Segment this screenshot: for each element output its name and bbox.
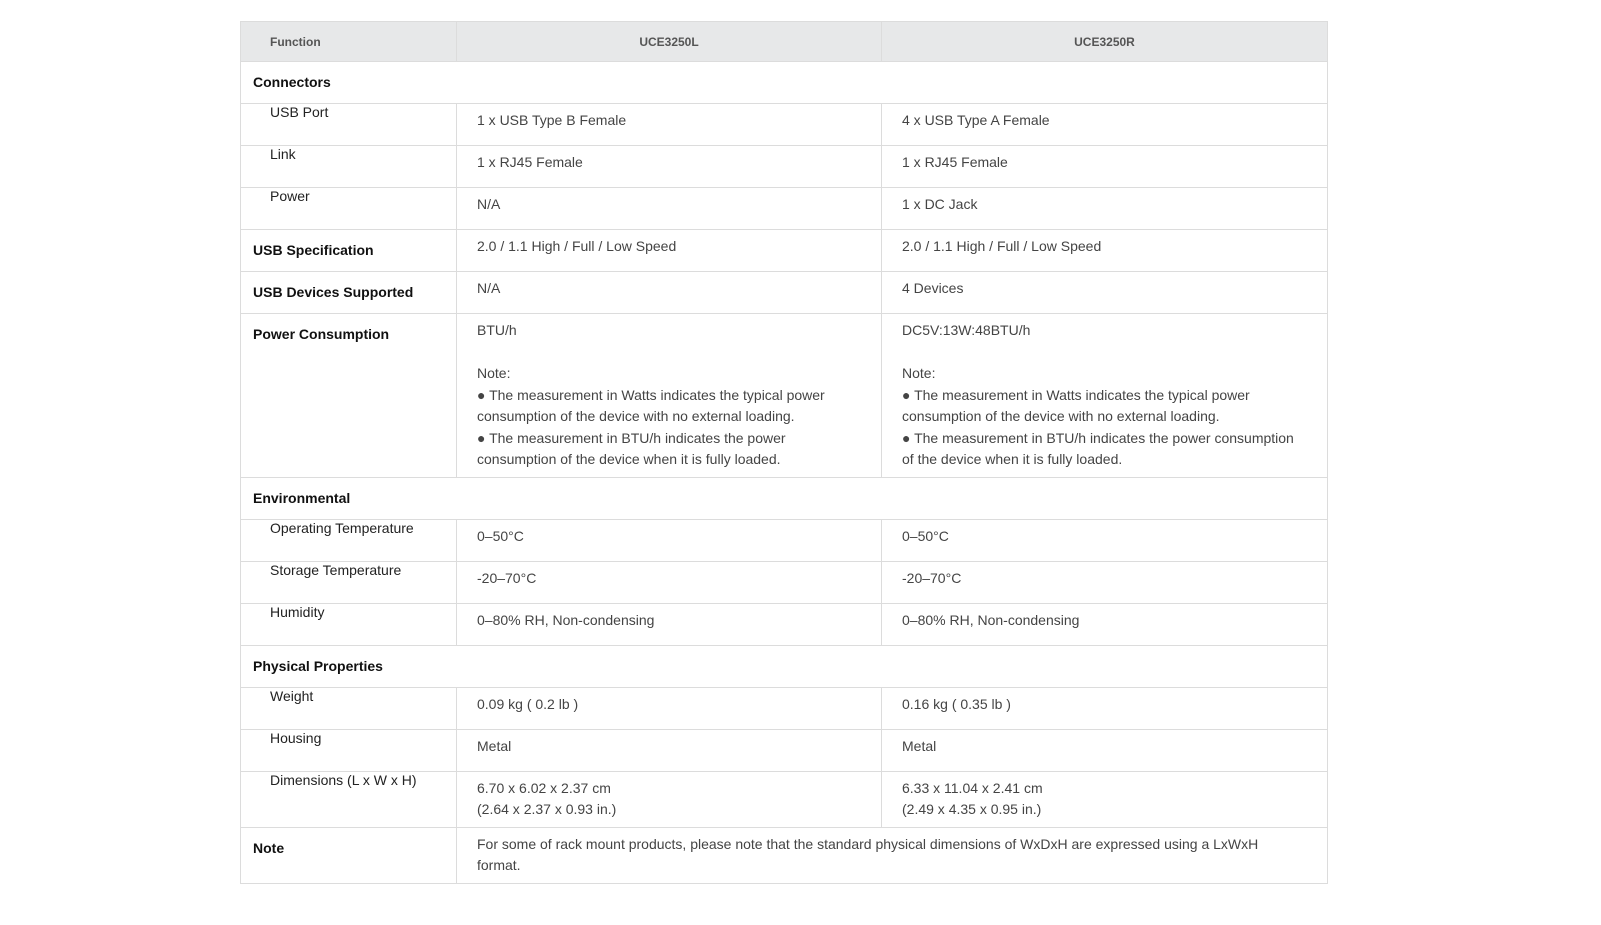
cell-power-consumption-right [882, 314, 1328, 478]
note-title: Note: [477, 365, 511, 381]
table-row-dimensions [241, 771, 1328, 827]
cell-storage-temp-left: -20–70°C [457, 561, 882, 603]
dimensions-cm: 6.33 x 11.04 x 2.41 cm [902, 779, 1043, 796]
note-text-line: format. [477, 857, 521, 873]
cell-usb-spec-right: 2.0 / 1.1 High / Full / Low Speed [882, 230, 1328, 272]
row-label-power-consumption: Power Consumption [241, 314, 457, 478]
section-row-physical-properties [241, 645, 1328, 687]
power-consumption-value: BTU/h [477, 322, 517, 338]
table-header-row [241, 22, 1328, 62]
cell-weight-right: 0.16 kg ( 0.35 lb ) [882, 687, 1328, 729]
cell-power-right: 1 x DC Jack [882, 188, 1328, 230]
cell-weight-left: 0.09 kg ( 0.2 lb ) [457, 687, 882, 729]
dimensions-in: (2.49 x 4.35 x 0.95 in.) [902, 801, 1042, 817]
note-bullet-line: consumption of the device with no external loading. [477, 408, 795, 424]
row-label-dimensions: Dimensions (L x W x H) [241, 771, 457, 827]
cell-operating-temp-right: 0–50°C [882, 519, 1328, 561]
cell-operating-temp-left: 0–50°C [457, 519, 882, 561]
row-label-usb-specification: USB Specification [241, 230, 457, 272]
table-row-housing [241, 729, 1328, 771]
cell-dimensions-left [457, 771, 882, 827]
table-row-humidity [241, 603, 1328, 645]
row-label-storage-temperature: Storage Temperature [241, 561, 457, 603]
row-label-note: Note [241, 827, 457, 883]
note-bullet-line: ● The measurement in Watts indicates the typical power [477, 386, 825, 403]
row-label-weight: Weight [241, 687, 457, 729]
table-row-usb-devices [241, 272, 1328, 314]
table-row-usb-specification [241, 230, 1328, 272]
cell-usb-devices-right: 4 Devices [882, 272, 1328, 314]
spec-table [240, 21, 1328, 884]
section-title-physical-properties: Physical Properties [241, 645, 1328, 687]
table-row-power [241, 188, 1328, 230]
header-function: Function [241, 22, 457, 62]
note-title: Note: [902, 365, 936, 381]
section-title-environmental: Environmental [241, 477, 1328, 519]
header-model-right: UCE3250R [882, 22, 1328, 62]
note-bullet-line: ● The measurement in BTU/h indicates the power [477, 429, 786, 446]
cell-housing-left: Metal [457, 729, 882, 771]
row-label-power: Power [241, 188, 457, 230]
table-row-note [241, 827, 1328, 883]
cell-usb-devices-left: N/A [457, 272, 882, 314]
note-bullet-line: ● The measurement in Watts indicates the typical power [902, 386, 1250, 403]
dimensions-in: (2.64 x 2.37 x 0.93 in.) [477, 801, 617, 817]
header-model-left: UCE3250L [457, 22, 882, 62]
note-bullet-line: ● The measurement in BTU/h indicates the power consumption [902, 429, 1294, 446]
note-text-line: For some of rack mount products, please note that the standard physical dimensions of WxDxH are expressed using a LxWxH [477, 835, 1259, 852]
table-row-operating-temperature [241, 519, 1328, 561]
table-row-power-consumption [241, 314, 1328, 478]
table-row-link [241, 146, 1328, 188]
row-label-humidity: Humidity [241, 603, 457, 645]
row-label-usb-devices: USB Devices Supported [241, 272, 457, 314]
row-label-operating-temperature: Operating Temperature [241, 519, 457, 561]
cell-storage-temp-right: -20–70°C [882, 561, 1328, 603]
section-row-environmental [241, 477, 1328, 519]
cell-humidity-left: 0–80% RH, Non-condensing [457, 603, 882, 645]
cell-power-left: N/A [457, 188, 882, 230]
cell-link-left: 1 x RJ45 Female [457, 146, 882, 188]
note-bullet-line: consumption of the device when it is fully loaded. [477, 451, 781, 467]
cell-link-right: 1 x RJ45 Female [882, 146, 1328, 188]
cell-usb-port-right: 4 x USB Type A Female [882, 104, 1328, 146]
cell-humidity-right: 0–80% RH, Non-condensing [882, 603, 1328, 645]
table-row-weight [241, 687, 1328, 729]
row-label-usb-port: USB Port [241, 104, 457, 146]
power-consumption-value: DC5V:13W:48BTU/h [902, 322, 1031, 338]
section-title-connectors: Connectors [241, 62, 1328, 104]
note-bullet-line: of the device when it is fully loaded. [902, 451, 1123, 467]
cell-power-consumption-left [457, 314, 882, 478]
cell-note [457, 827, 1328, 883]
cell-housing-right: Metal [882, 729, 1328, 771]
table-row-storage-temperature [241, 561, 1328, 603]
row-label-housing: Housing [241, 729, 457, 771]
cell-usb-spec-left: 2.0 / 1.1 High / Full / Low Speed [457, 230, 882, 272]
section-row-connectors [241, 62, 1328, 104]
row-label-link: Link [241, 146, 457, 188]
cell-dimensions-right [882, 771, 1328, 827]
dimensions-cm: 6.70 x 6.02 x 2.37 cm [477, 779, 611, 796]
note-bullet-line: consumption of the device with no external loading. [902, 408, 1220, 424]
cell-usb-port-left: 1 x USB Type B Female [457, 104, 882, 146]
table-row-usb-port [241, 104, 1328, 146]
